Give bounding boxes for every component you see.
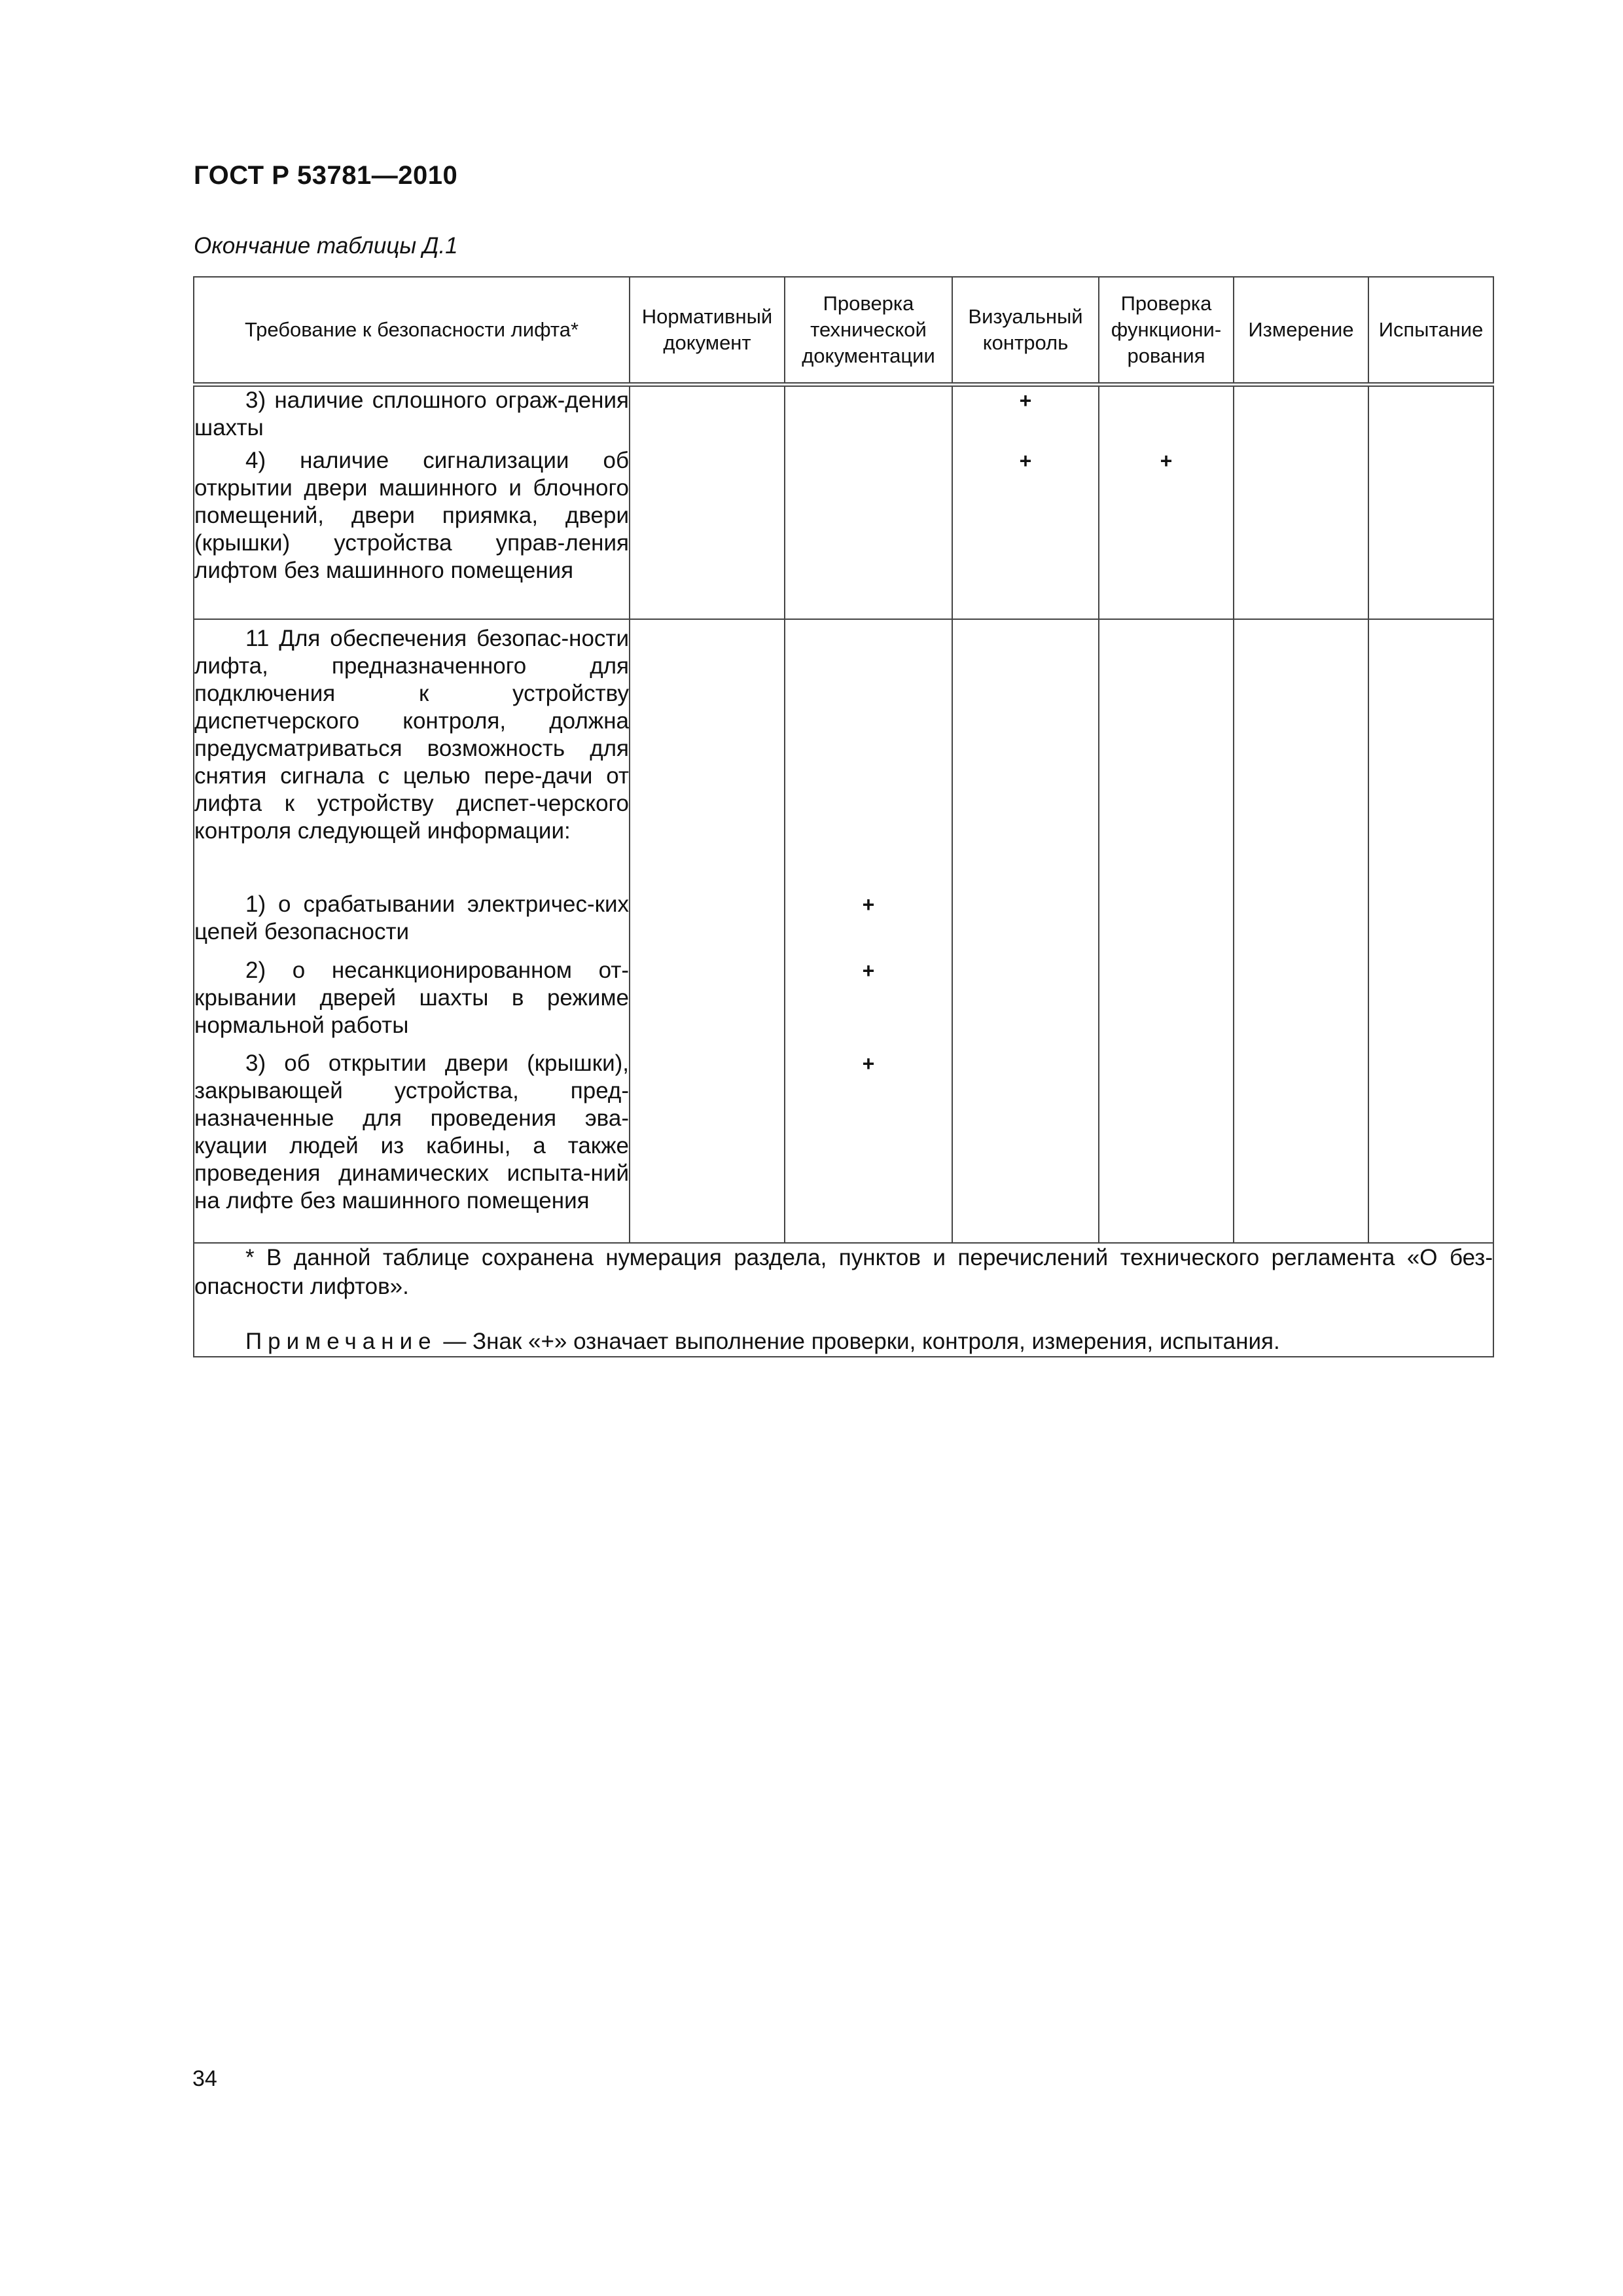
mark-cell: + (785, 891, 952, 957)
mark-cell (1099, 1050, 1234, 1243)
document-code: ГОСТ Р 53781—2010 (194, 161, 458, 190)
mark-cell (1368, 619, 1493, 891)
mark-cell (1234, 619, 1368, 891)
column-header-testing: Испытание (1368, 277, 1493, 385)
mark-cell (1234, 447, 1368, 619)
requirements-table (193, 276, 1494, 1357)
note-text: — Знак «+» означает выполнение проверки, контроля, измерения, испытания. (437, 1329, 1280, 1354)
table-caption: Окончание таблицы Д.1 (194, 233, 458, 259)
mark-cell (630, 957, 785, 1050)
mark-cell: + (785, 1050, 952, 1243)
table-row (194, 1050, 1493, 1243)
table-row (194, 385, 1493, 448)
requirement-cell: 3) наличие сплошного ограж-дения шахты (194, 385, 630, 448)
mark-cell: + (952, 447, 1099, 619)
mark-cell (630, 891, 785, 957)
mark-cell: + (952, 385, 1099, 448)
table-row (194, 447, 1493, 619)
mark-cell (1368, 447, 1493, 619)
mark-cell: + (785, 957, 952, 1050)
mark-cell: + (1099, 447, 1234, 619)
requirement-cell: 11 Для обеспечения безопас-ности лифта, предназначенного для подключения к устройству диспетчерского контроля, должна предусматриваться возможность для снятия сигнала с целью пере-дачи от лифта к устройству диспет-черского контроля следующей информации: (194, 619, 630, 891)
column-header-tech-doc-check: Проверка технической документации (785, 277, 952, 385)
table-row (194, 891, 1493, 957)
note-label: Примечание (245, 1329, 437, 1354)
mark-cell (1368, 957, 1493, 1050)
mark-cell (952, 957, 1099, 1050)
mark-cell (1099, 891, 1234, 957)
mark-cell (1099, 619, 1234, 891)
mark-cell (630, 385, 785, 448)
column-header-visual-control: Визуальный контроль (952, 277, 1099, 385)
requirement-cell: 4) наличие сигнализации об открытии двери машинного и блочного помещений, двери приямка, двери (крышки) устройства управ-ления лифтом без машинного помещения (194, 447, 630, 619)
mark-cell (1099, 385, 1234, 448)
table-row (194, 619, 1493, 891)
column-header-measurement: Измерение (1234, 277, 1368, 385)
mark-cell (785, 447, 952, 619)
mark-cell (630, 1050, 785, 1243)
mark-cell (785, 385, 952, 448)
table-row (194, 957, 1493, 1050)
requirement-cell: 1) о срабатывании электричес-ких цепей безопасности (194, 891, 630, 957)
column-header-function-check: Проверка функциони-рования (1099, 277, 1234, 385)
table-footnote-cell (194, 1243, 1493, 1357)
mark-cell (1368, 1050, 1493, 1243)
mark-cell (785, 619, 952, 891)
mark-cell (630, 447, 785, 619)
column-header-normative-doc: Нормативный документ (630, 277, 785, 385)
mark-cell (952, 891, 1099, 957)
requirement-cell: 2) о несанкционированном от-крывании дверей шахты в режиме нормальной работы (194, 957, 630, 1050)
requirement-cell: 3) об открытии двери (крышки), закрывающей устройства, пред-назначенные для проведения эва-куации людей из кабины, а также проведения динамических испыта-ний на лифте без машинного помещения (194, 1050, 630, 1243)
table-note (194, 1327, 1493, 1356)
mark-cell (1368, 891, 1493, 957)
mark-cell (1368, 385, 1493, 448)
mark-cell (952, 619, 1099, 891)
mark-cell (952, 1050, 1099, 1243)
page-number: 34 (192, 2066, 217, 2091)
mark-cell (1099, 957, 1234, 1050)
mark-cell (1234, 957, 1368, 1050)
footnote-text: * В данной таблице сохранена нумерация раздела, пунктов и перечислений технического регламента «О без-опасности лифтов». (194, 1245, 1493, 1299)
mark-cell (1234, 385, 1368, 448)
column-header-requirement: Требование к безопасности лифта* (194, 277, 630, 385)
mark-cell (630, 619, 785, 891)
table-footer-row (194, 1243, 1493, 1357)
mark-cell (1234, 891, 1368, 957)
table-header-row (194, 277, 1493, 385)
mark-cell (1234, 1050, 1368, 1243)
